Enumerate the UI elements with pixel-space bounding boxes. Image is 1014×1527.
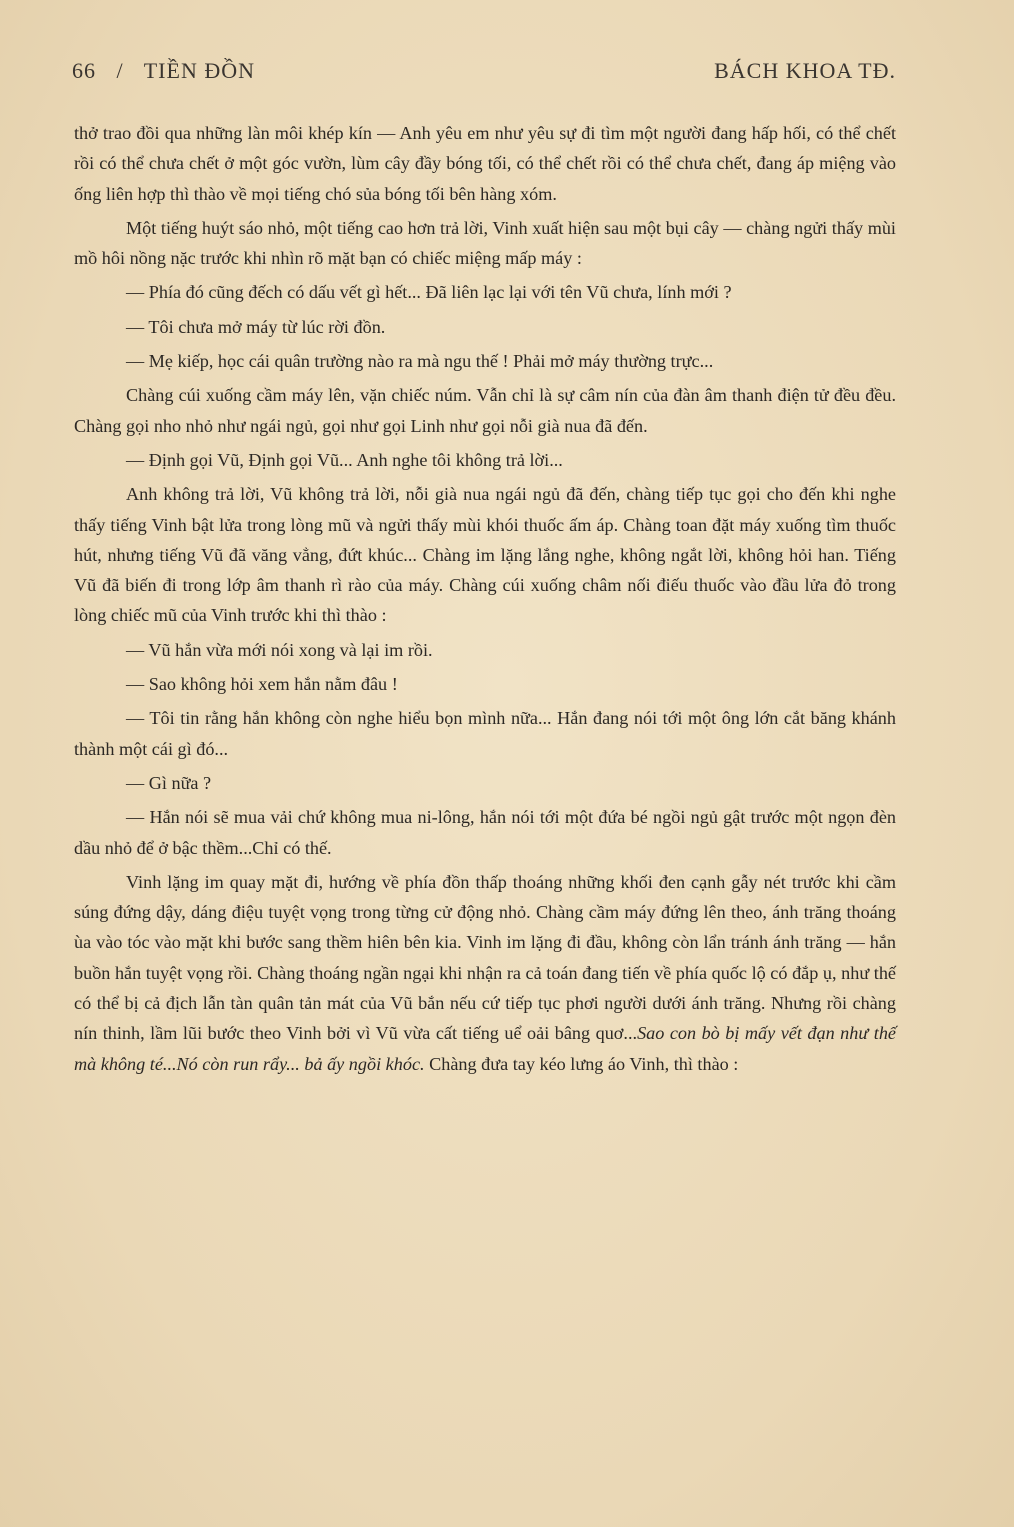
paragraph-text: Vinh lặng im quay mặt đi, hướng về phía đồn thấp thoáng những khối đen cạnh gẫy nét trước khi cầm súng đứng dậy, dáng điệu tuyệt vọng trong từng cử động nhỏ. Chàng cầm máy đứng lên theo, ánh trăng thoáng ùa vào tóc vào mặt khi bước sang thềm hiên bên kia. Vinh im lặng đi đầu, không còn lẩn tránh ánh trăng — hắn buồn hắn tuyệt vọng rồi. Chàng thoáng ngần ngại khi nhận ra cả toán đang tiến về phía quốc lộ có đắp ụ, như thế có thể bị cả địch lẫn tàn quân tản mát của Vũ bắn nếu cứ tiếp tục phơi người dưới ánh trăng. Nhưng rồi chàng nín thinh, lầm lũi bước theo Vinh bởi vì Vũ vừa cất tiếng uể oải bâng quơ... [74, 871, 896, 1044]
dialogue-line: — Mẹ kiếp, học cái quân trường nào ra mà ngu thế ! Phải mở máy thường trực... [126, 351, 714, 372]
italic-quote: Sao con bò bị mấy vết đạn như thế mà không té...Nó còn run rẩy... bả ấy ngồi khóc. [74, 1023, 897, 1074]
dialogue-line: — Vũ hắn vừa mới nói xong và lại im rồi. [126, 639, 433, 660]
paragraph: thở trao đồi qua những làn môi khép kín — Anh yêu em như yêu sự đi tìm một người đang hấp hối, có thể chết rồi có thể chưa chết ở một góc vườn, lùm cây đầy bóng tối, có thể chết rồi có thể chưa chết, đang áp miệng vào ống liên hợp thì thào về mọi tiếng chó sủa bóng tối bên hàng xóm. [74, 123, 896, 204]
section-title: TIỀN ĐỒN [143, 58, 255, 83]
dialogue-line: — Tôi chưa mở máy từ lúc rời đồn. [126, 316, 386, 337]
body-text [74, 118, 896, 1083]
page-header [72, 58, 896, 84]
dialogue-line: — Tôi tin rằng hắn không còn nghe hiểu bọn mình nữa... Hắn đang nói tới một ông lớn cắt băng khánh thành một cái gì đó... [74, 708, 896, 759]
paragraph [74, 867, 896, 1079]
header-separator: / [116, 58, 124, 83]
paragraph: Anh không trả lời, Vũ không trả lời, nỗi già nua ngái ngủ đã đến, chàng tiếp tục gọi cho đến khi nghe thấy tiếng Vinh bật lửa trong lòng mũ và ngửi thấy mùi khói thuốc ấm áp. Chàng toan đặt máy xuống tìm thuốc hút, nhưng tiếng Vũ đã văng vẳng, đứt khúc... Chàng im lặng lắng nghe, không ngắt lời, không hỏi han. Tiếng Vũ đã biến đi trong lớp âm thanh rì rào của máy. Chàng cúi xuống châm nối điếu thuốc vào đầu lửa đỏ trong lòng chiếc mũ của Vinh trước khi thì thào : [74, 484, 896, 626]
header-left [72, 58, 269, 84]
dialogue-line: — Phía đó cũng đếch có dấu vết gì hết... Đã liên lạc lại với tên Vũ chưa, lính mới ? [126, 282, 732, 303]
dialogue-line: — Định gọi Vũ, Định gọi Vũ... Anh nghe tôi không trả lời... [126, 449, 563, 470]
paragraph: Một tiếng huýt sáo nhỏ, một tiếng cao hơn trả lời, Vinh xuất hiện sau một bụi cây — chàng ngửi thấy mùi mồ hôi nồng nặc trước khi nhìn rõ mặt bạn có chiếc miệng mấp máy : [74, 217, 896, 269]
paragraph: Chàng cúi xuống cầm máy lên, vặn chiếc núm. Vẫn chỉ là sự câm nín của đàn âm thanh điện tử đều đều. Chàng gọi nho nhỏ như ngái ngủ, gọi như gọi Linh như gọi nỗi già nua đã đến. [74, 385, 896, 436]
dialogue-line: — Hắn nói sẽ mua vải chứ không mua ni-lông, hắn nói tới một đứa bé ngồi ngủ gật trước một ngọn đèn dầu nhỏ để ở bậc thềm...Chỉ có thế. [74, 807, 896, 858]
dialogue-line: — Sao không hỏi xem hắn nằm đâu ! [126, 674, 398, 695]
page-number: 66 [72, 58, 96, 83]
dialogue-line: — Gì nữa ? [126, 772, 212, 793]
journal-title: BÁCH KHOA TĐ. [714, 58, 896, 83]
paragraph-tail: Chàng đưa tay kéo lưng áo Vinh, thì thào : [424, 1053, 739, 1074]
